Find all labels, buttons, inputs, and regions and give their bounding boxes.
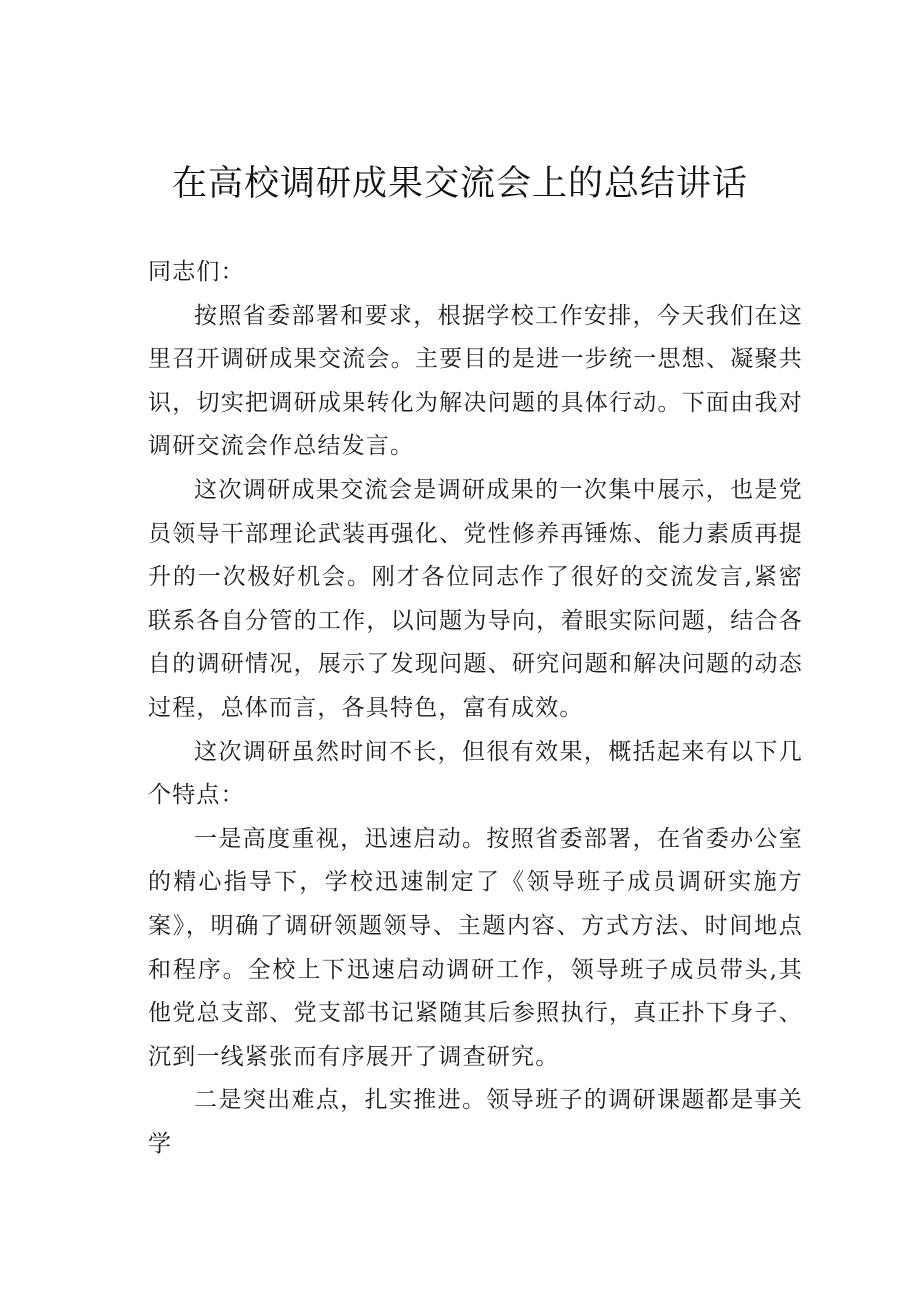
document-title: 在高校调研成果交流会上的总结讲话: [171, 164, 748, 204]
salutation: 同志们：: [148, 259, 245, 285]
paragraph-features-lead: 这次调研虽然时间不长，但很有效果，概括起来有以下几个特点：: [148, 738, 803, 809]
document-body: [148, 251, 803, 1166]
paragraph-feature-two: 二是突出难点，扎实推进。领导班子的调研课题都是事关学: [148, 1087, 803, 1157]
paragraph-summary: 这次调研成果交流会是调研成果的一次集中展示，也是党员领导干部理论武装再强化、党性修养再锤炼、能力素质再提升的一次极好机会。刚才各位同志作了很好的交流发言,紧密联系各自分管的工作，以问题为导向，着眼实际问题，结合各自的调研情况，展示了发现问题、研究问题和解决问题的动态过程，总体而言，各具特色，富有成效。: [148, 476, 803, 721]
paragraph-feature-one: 一是高度重视，迅速启动。按照省委部署，在省委办公室的精心指导下，学校迅速制定了《领导班子成员调研实施方案》，明确了调研领题领导、主题内容、方式方法、时间地点和程序。全校上下迅速启动调研工作，领导班子成员带头,其他党总支部、党支部书记紧随其后参照执行，真正扑下身子、沉到一线紧张而有序展开了调查研究。: [148, 825, 803, 1070]
paragraph-intro: 按照省委部署和要求，根据学校工作安排，今天我们在这里召开调研成果交流会。主要目的是进一步统一思想、凝聚共识，切实把调研成果转化为解决问题的具体行动。下面由我对调研交流会作总结发言。: [148, 302, 803, 460]
